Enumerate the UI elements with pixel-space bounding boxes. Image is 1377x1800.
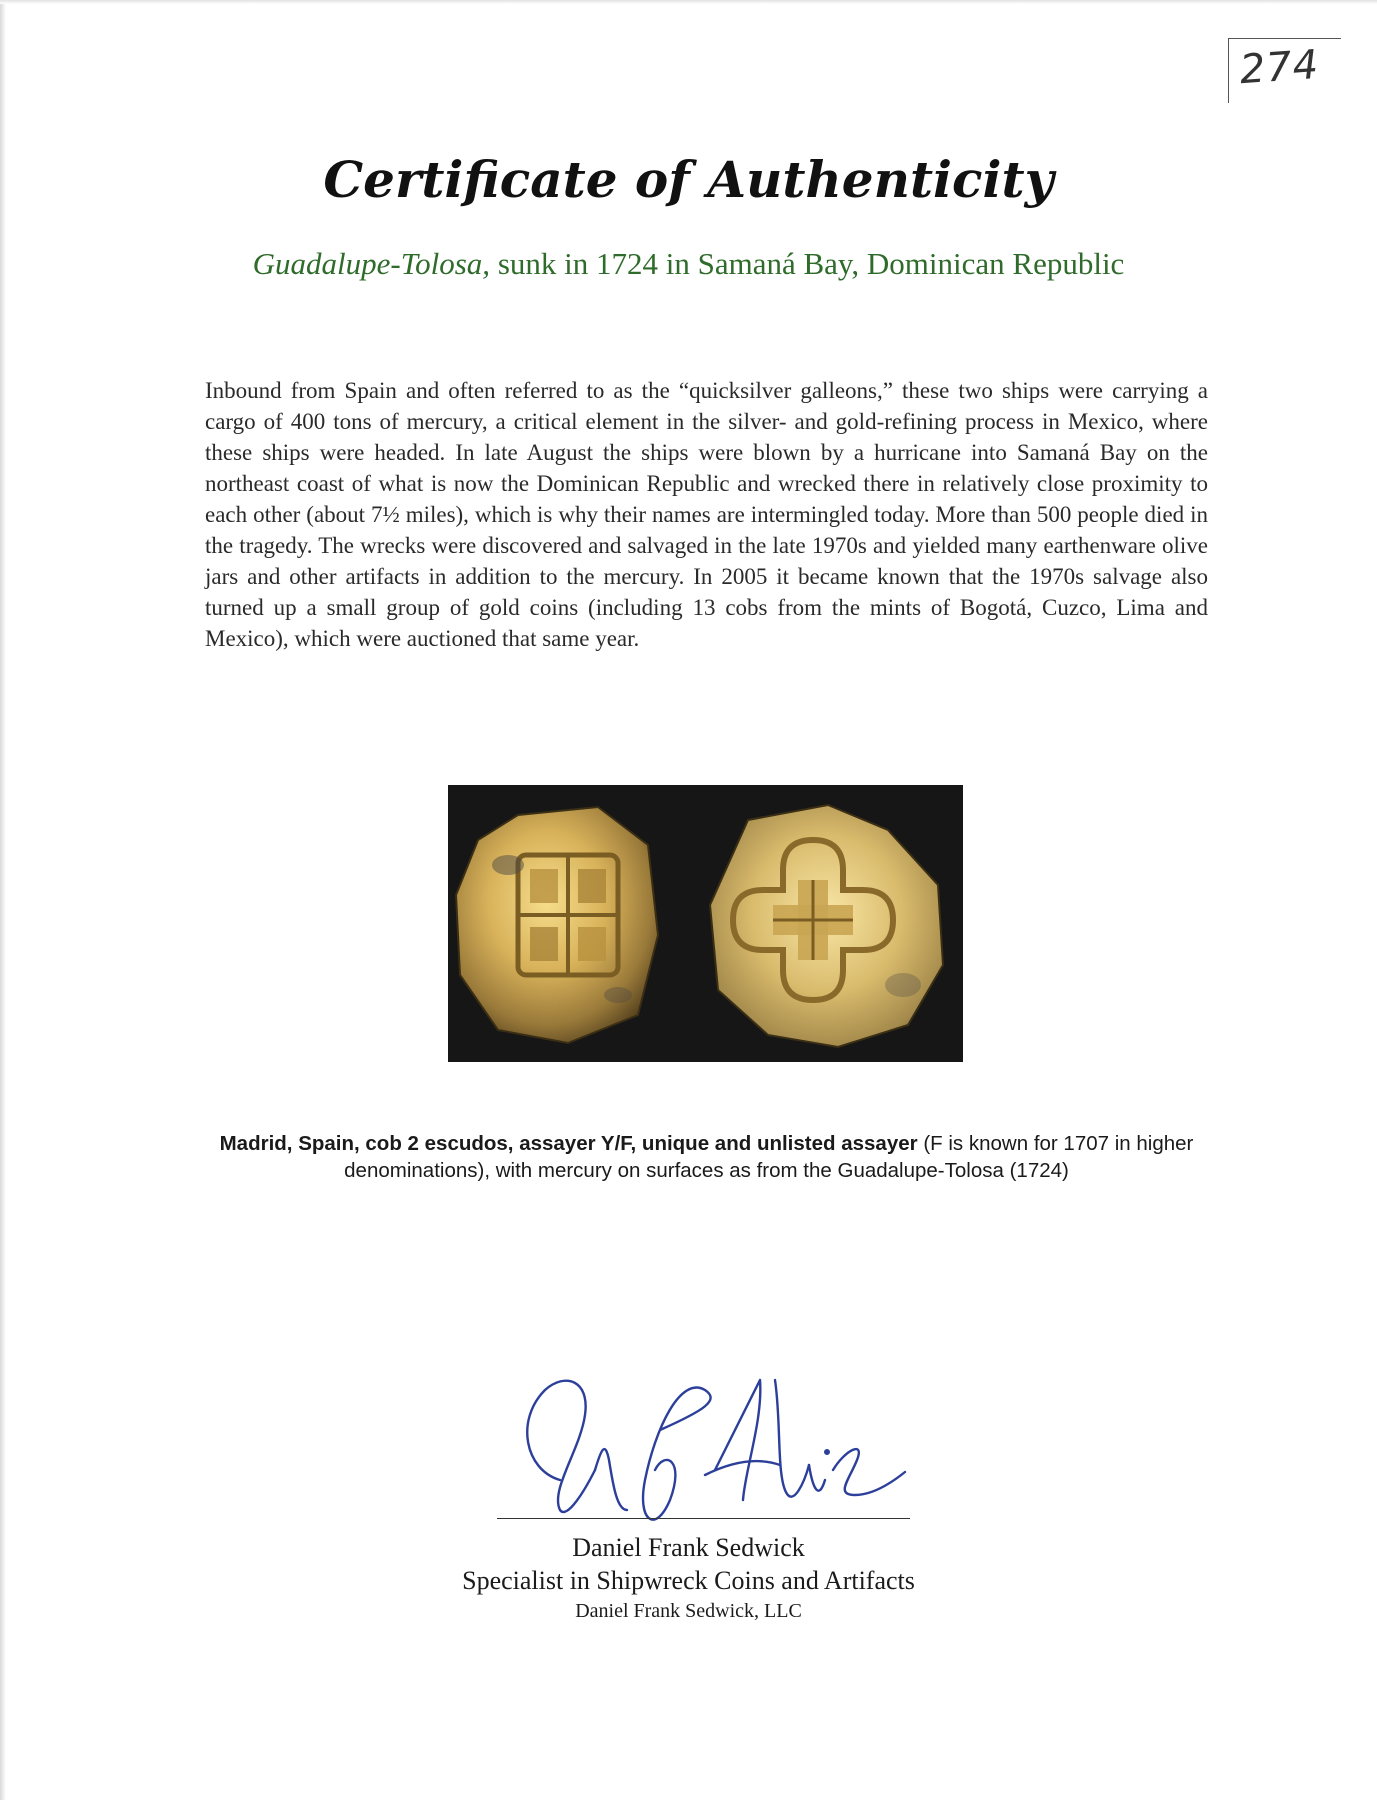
certificate-title: Certificate of Authenticity	[323, 150, 1054, 209]
ship-name: Guadalupe-Tolosa,	[252, 246, 491, 281]
page-top-edge-shadow	[0, 0, 1377, 4]
signer-name: Daniel Frank Sedwick	[572, 1533, 805, 1562]
coin-caption	[205, 1130, 1208, 1184]
certificate-subtitle	[0, 246, 1377, 282]
coin-caption-bold: Madrid, Spain, cob 2 escudos, assayer Y/F, unique and unlisted assayer	[219, 1132, 918, 1155]
handwritten-signature	[505, 1360, 925, 1535]
signer-company: Daniel Frank Sedwick, LLC	[575, 1600, 802, 1622]
coin-obverse	[456, 807, 658, 1043]
signature-line	[497, 1518, 910, 1519]
coin-reverse	[710, 805, 943, 1047]
history-paragraph: Inbound from Spain and often referred to as the “quicksilver galleons,” these two ships were carrying a cargo of 400 tons of mercury, a critical element in the silver- and gold-refining process in Mexico, where these ships were headed. In late August the ships were blown by a hurricane into Samaná Bay on the northeast coast of what is now the Dominican Republic and wrecked there in relatively close proximity to each other (about 7½ miles), which is why their names are intermingled today. More than 500 people died in the tragedy. The wrecks were discovered and salvaged in the late 1970s and yielded many earthenware olive jars and other artifacts in addition to the mercury. In 2005 it became known that the 1970s salvage also turned up a small group of gold coins (including 13 cobs from the mints of Bogotá, Cuzco, Lima and Mexico), which were auctioned that same year.	[205, 378, 1208, 651]
coin-photo	[448, 785, 963, 1062]
subtitle-rest: sunk in 1724 in Samaná Bay, Dominican Republic	[490, 246, 1125, 281]
signer-role: Specialist in Shipwreck Coins and Artifacts	[462, 1566, 915, 1595]
coin-photo-illustration	[448, 785, 963, 1062]
coin-caption-rest: (F is known for 1707 in higher denominations), with mercury on surfaces as from the Guadalupe-Tolosa (1724)	[344, 1132, 1194, 1182]
handwritten-page-number: 274	[1238, 41, 1321, 94]
